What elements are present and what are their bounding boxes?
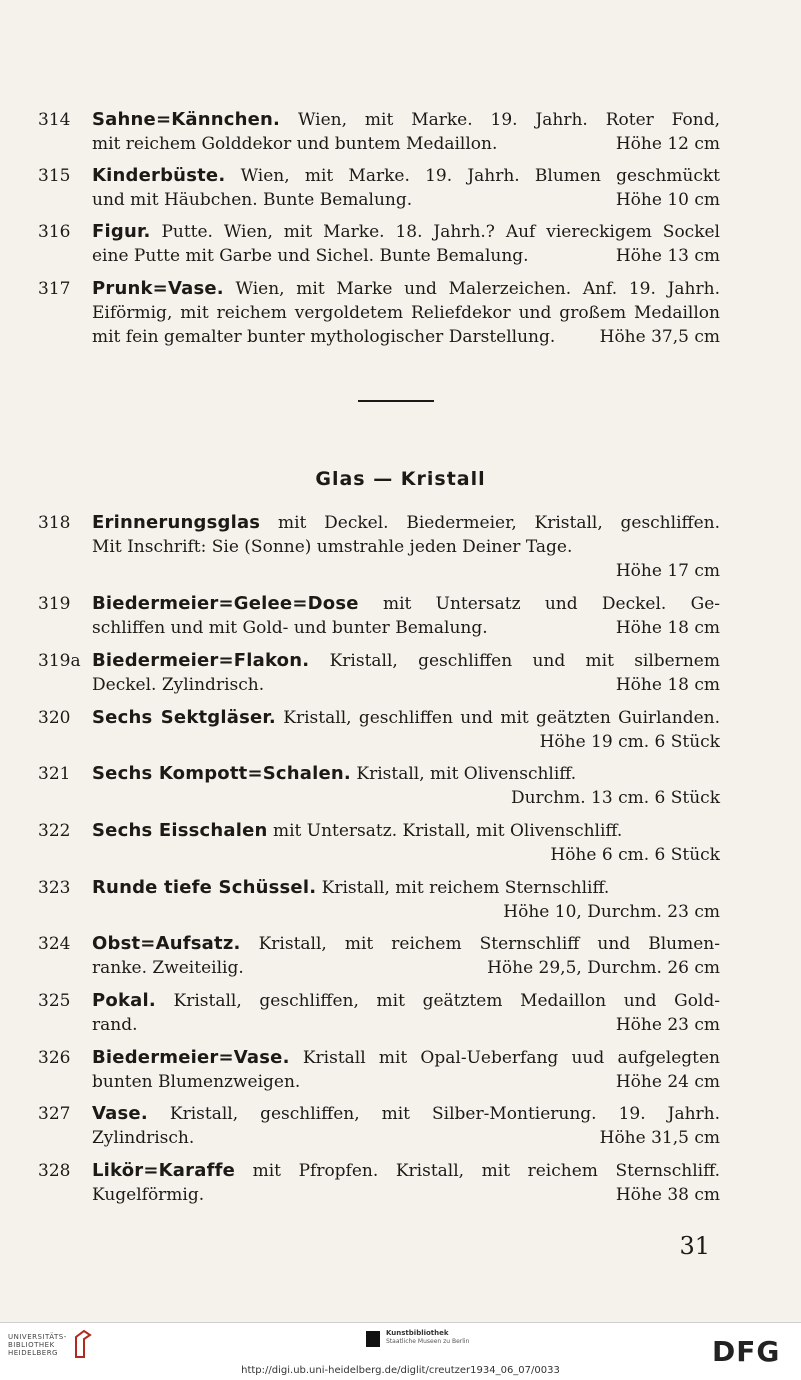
entry-text: Kristall, mit reichem Sternschliff und Blumen- bbox=[258, 934, 720, 954]
entry-number: 318 bbox=[38, 513, 71, 533]
entry-description bbox=[92, 706, 720, 754]
entry-number: 324 bbox=[38, 934, 71, 954]
entry-text: Mit Inschrift: Sie (Sonne) umstrahle jeden Deiner Tage. bbox=[92, 537, 573, 557]
entry-title: Erinnerungsglas bbox=[92, 512, 261, 533]
entry-line bbox=[92, 989, 720, 1013]
entry-description bbox=[92, 1159, 720, 1207]
entry-line bbox=[92, 1159, 720, 1183]
section-divider bbox=[358, 400, 434, 402]
entry-line bbox=[92, 1102, 720, 1126]
entry-line bbox=[92, 132, 720, 156]
entry-number: 315 bbox=[38, 166, 71, 186]
entry-line bbox=[92, 932, 720, 956]
entry-title: Sechs Kompott=Schalen. bbox=[92, 763, 351, 784]
entry-text: Deckel. Zylindrisch. bbox=[92, 675, 265, 695]
entry-line bbox=[92, 277, 720, 301]
entry-text: Zylindrisch. bbox=[92, 1128, 195, 1148]
entry-title: Biedermeier=Flakon. bbox=[92, 650, 310, 671]
entry-dimensions: Höhe 13 cm bbox=[615, 246, 720, 266]
entry-title: Prunk=Vase. bbox=[92, 278, 224, 299]
entry-line bbox=[92, 244, 720, 268]
entry-line bbox=[92, 819, 720, 843]
entry-text: mit reichem Golddekor und buntem Medaillon. bbox=[92, 134, 498, 154]
entry-number: 320 bbox=[38, 708, 71, 728]
entry-title: Biedermeier=Gelee=Dose bbox=[92, 593, 359, 614]
entry-text: mit fein gemalter bunter mythologischer Darstellung. bbox=[92, 327, 556, 347]
entry-line bbox=[92, 706, 720, 730]
entry-dimensions: Höhe 31,5 cm bbox=[599, 1128, 720, 1148]
entry-description bbox=[92, 592, 720, 640]
entry-number: 328 bbox=[38, 1161, 71, 1181]
entry-line bbox=[92, 649, 720, 673]
entry-number: 319a bbox=[38, 651, 81, 671]
entry-description bbox=[92, 1046, 720, 1094]
entry-title: Obst=Aufsatz. bbox=[92, 933, 241, 954]
entry-line bbox=[92, 559, 720, 583]
entry-text: und mit Häubchen. Bunte Bemalung. bbox=[92, 190, 413, 210]
entry-line bbox=[92, 511, 720, 535]
entry-line bbox=[92, 1070, 720, 1094]
entry-text: Durchm. 13 cm. 6 Stück bbox=[510, 788, 720, 808]
entry-dimensions: Höhe 38 cm bbox=[615, 1185, 720, 1205]
entry-text: mit Untersatz. Kristall, mit Olivenschliff. bbox=[272, 821, 623, 841]
entry-description bbox=[92, 220, 720, 268]
entry-text: Kugelförmig. bbox=[92, 1185, 205, 1205]
entry-line bbox=[92, 325, 720, 349]
entry-number: 319 bbox=[38, 594, 71, 614]
entry-text: schliffen und mit Gold- und bunter Bemalung. bbox=[92, 618, 488, 638]
entry-line bbox=[92, 730, 720, 754]
entry-text: mit Deckel. Biedermeier, Kristall, geschliffen. bbox=[277, 513, 720, 533]
entry-text: mit Untersatz und Deckel. Ge- bbox=[382, 594, 721, 614]
entry-line bbox=[92, 956, 720, 980]
entry-dimensions: Höhe 24 cm bbox=[615, 1072, 720, 1092]
entry-title: Likör=Karaffe bbox=[92, 1160, 236, 1181]
entry-description bbox=[92, 819, 720, 867]
entry-line bbox=[92, 301, 720, 325]
entry-text: Wien, mit Marke. 19. Jahrh. Blumen geschmückt bbox=[240, 166, 720, 186]
entry-line bbox=[92, 1013, 720, 1037]
digitization-footer bbox=[0, 1322, 801, 1380]
entry-text: Kristall mit Opal-Ueberfang uud aufgelegten bbox=[302, 1048, 720, 1068]
entry-line bbox=[92, 1126, 720, 1150]
entry-text: Kristall, geschliffen und mit silbernem bbox=[329, 651, 720, 671]
entry-line bbox=[92, 108, 720, 132]
entry-text: Höhe 17 cm bbox=[615, 561, 720, 581]
entry-dimensions: Höhe 12 cm bbox=[615, 134, 720, 154]
entry-text: Putte. Wien, mit Marke. 18. Jahrh.? Auf viereckigem Sockel bbox=[161, 222, 720, 242]
source-url[interactable]: http://digi.ub.uni-heidelberg.de/diglit/creutzer1934_06_07/0033 bbox=[241, 1365, 560, 1376]
entry-title: Sahne=Kännchen. bbox=[92, 109, 281, 130]
entry-description bbox=[92, 762, 720, 810]
entry-dimensions: Höhe 10 cm bbox=[615, 190, 720, 210]
entry-title: Vase. bbox=[92, 1103, 148, 1124]
entry-text: eine Putte mit Garbe und Sichel. Bunte Bemalung. bbox=[92, 246, 529, 266]
entry-text: bunten Blumenzweigen. bbox=[92, 1072, 301, 1092]
entry-dimensions: Höhe 37,5 cm bbox=[599, 327, 720, 347]
entry-text: mit Pfropfen. Kristall, mit reichem Sternschliff. bbox=[252, 1161, 720, 1181]
section-title: Glas — Kristall bbox=[315, 468, 486, 490]
entry-line bbox=[92, 876, 720, 900]
entry-text: Wien, mit Marke und Malerzeichen. Anf. 19. Jahrh. bbox=[235, 279, 720, 299]
entry-description bbox=[92, 511, 720, 583]
entry-title: Runde tiefe Schüssel. bbox=[92, 877, 317, 898]
kunstbibliothek-subtitle: Staatliche Museen zu Berlin bbox=[386, 1338, 470, 1345]
entry-title: Pokal. bbox=[92, 990, 156, 1011]
entry-title: Sechs Eisschalen bbox=[92, 820, 268, 841]
entry-text: Kristall, mit reichem Sternschliff. bbox=[321, 878, 610, 898]
entry-text: Kristall, geschliffen, mit Silber-Montierung. 19. Jahrh. bbox=[169, 1104, 721, 1124]
entry-text: Höhe 6 cm. 6 Stück bbox=[550, 845, 720, 865]
entry-title: Figur. bbox=[92, 221, 151, 242]
university-library-logo: UNIVERSITÄTS- BIBLIOTHEK HEIDELBERG bbox=[8, 1333, 67, 1357]
entry-number: 325 bbox=[38, 991, 71, 1011]
entry-title: Biedermeier=Vase. bbox=[92, 1047, 290, 1068]
entry-title: Kinderbüste. bbox=[92, 165, 226, 186]
entry-description bbox=[92, 649, 720, 697]
entry-description bbox=[92, 277, 720, 349]
entry-number: 316 bbox=[38, 222, 71, 242]
entry-text: ranke. Zweiteilig. bbox=[92, 958, 244, 978]
entry-description bbox=[92, 932, 720, 980]
entry-text: Höhe 19 cm. 6 Stück bbox=[539, 732, 720, 752]
entry-line bbox=[92, 786, 720, 810]
entry-text: Kristall, geschliffen und mit geätzten Guirlanden. bbox=[283, 708, 720, 728]
entry-text: Wien, mit Marke. 19. Jahrh. Roter Fond, bbox=[298, 110, 720, 130]
entry-description bbox=[92, 1102, 720, 1150]
university-seal-icon bbox=[72, 1329, 94, 1359]
entry-line bbox=[92, 1046, 720, 1070]
entry-number: 317 bbox=[38, 279, 71, 299]
entry-line bbox=[92, 535, 720, 559]
entry-number: 327 bbox=[38, 1104, 71, 1124]
entry-description bbox=[92, 876, 720, 924]
entry-line bbox=[92, 164, 720, 188]
entry-line bbox=[92, 673, 720, 697]
entry-line bbox=[92, 616, 720, 640]
entry-number: 321 bbox=[38, 764, 71, 784]
entry-line bbox=[92, 188, 720, 212]
entry-text: Höhe 10, Durchm. 23 cm bbox=[503, 902, 720, 922]
entry-line bbox=[92, 1183, 720, 1207]
entry-text: rand. bbox=[92, 1015, 138, 1035]
entry-line bbox=[92, 900, 720, 924]
entry-description bbox=[92, 989, 720, 1037]
entry-dimensions: Höhe 18 cm bbox=[615, 618, 720, 638]
kunstbibliothek-logo-icon bbox=[366, 1331, 380, 1347]
entry-number: 314 bbox=[38, 110, 71, 130]
page-number: 31 bbox=[679, 1232, 710, 1260]
entry-text: Eiförmig, mit reichem vergoldetem Reliefdekor und großem Medaillon bbox=[92, 303, 720, 323]
entry-description bbox=[92, 164, 720, 212]
entry-number: 323 bbox=[38, 878, 71, 898]
entry-text: Kristall, mit Olivenschliff. bbox=[356, 764, 577, 784]
entry-line bbox=[92, 592, 720, 616]
entry-dimensions: Höhe 18 cm bbox=[615, 675, 720, 695]
entry-description bbox=[92, 108, 720, 156]
kunstbibliothek-title: Kunstbibliothek bbox=[386, 1329, 449, 1337]
entry-line bbox=[92, 762, 720, 786]
entry-dimensions: Höhe 29,5, Durchm. 26 cm bbox=[487, 958, 720, 978]
entry-dimensions: Höhe 23 cm bbox=[615, 1015, 720, 1035]
entry-number: 322 bbox=[38, 821, 71, 841]
entry-text: Kristall, geschliffen, mit geätztem Medaillon und Gold- bbox=[173, 991, 720, 1011]
entry-line bbox=[92, 220, 720, 244]
entry-title: Sechs Sektgläser. bbox=[92, 707, 276, 728]
entry-number: 326 bbox=[38, 1048, 71, 1068]
dfg-logo: DFG bbox=[712, 1335, 781, 1368]
entry-line bbox=[92, 843, 720, 867]
